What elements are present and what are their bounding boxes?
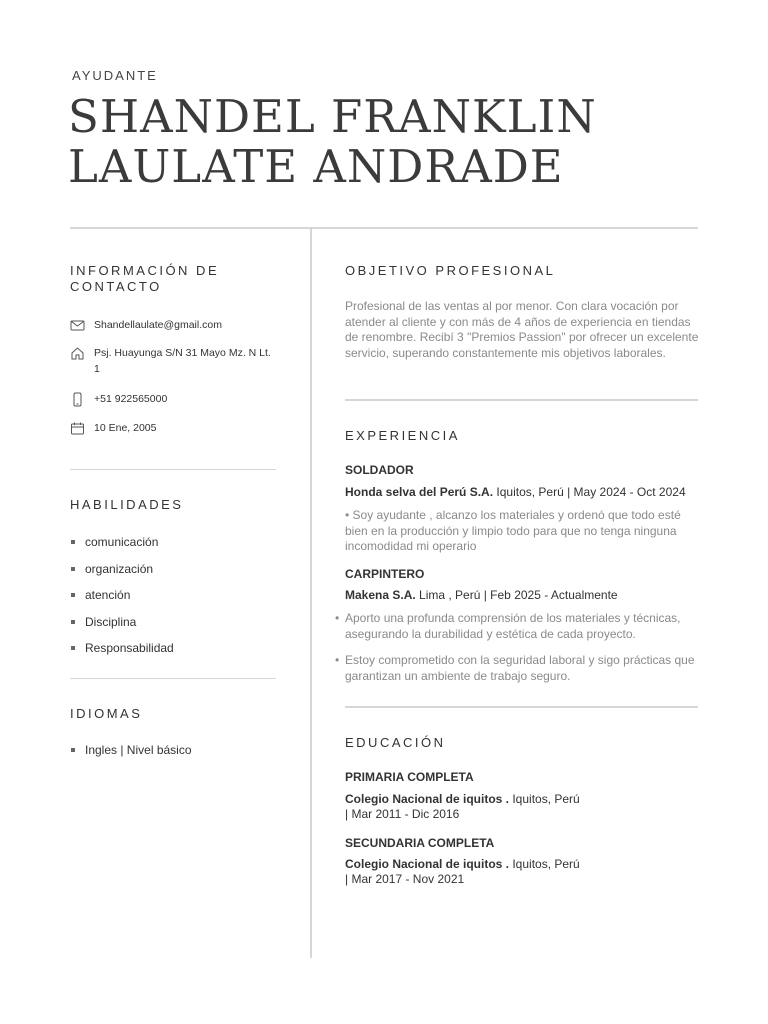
education-location: Iquitos, Perú: [509, 792, 580, 806]
education-degree: PRIMARIA COMPLETA: [345, 770, 474, 784]
list-item: atención: [70, 587, 174, 614]
education-section-title: EDUCACIÓN: [345, 735, 446, 750]
education-detail: [345, 857, 645, 887]
name-line-1: SHANDEL FRANKLIN: [68, 90, 597, 143]
education-location: Iquitos, Perú: [509, 857, 580, 871]
bullet-square: [71, 567, 75, 571]
mail-icon: [70, 318, 85, 333]
objective-text: Profesional de las ventas al por menor. Con clara vocación por atender al cliente y con más de 4 años de experiencia en tiendas de renombre. Recibí 3 "Premios Passion" por ofrecer un excelente servicio, superando constantemente mis objetivos laborales.: [345, 299, 699, 360]
bullet-square: [71, 593, 75, 597]
bullet-square: [71, 646, 75, 650]
email-text: Shandellaulate@gmail.com: [94, 319, 222, 331]
education-dates: | Mar 2017 - Nov 2021: [345, 872, 465, 886]
objective-section-title: OBJETIVO PROFESIONAL: [345, 263, 556, 278]
job-company-line: [345, 588, 618, 602]
bullet-square: [71, 620, 75, 624]
phone-text: +51 922565000: [94, 393, 168, 405]
job-bullet: [335, 653, 705, 683]
bullet-dot: •: [335, 611, 340, 625]
job-company-line: [345, 485, 686, 499]
job-bullet-text: Aporto una profunda comprensión de los materiales y técnicas, asegurando la durabilidad y estética de cada proyecto.: [345, 611, 681, 641]
objective-divider: [345, 399, 698, 401]
job-company: Honda selva del Perú S.A.: [345, 485, 494, 499]
experience-divider: [345, 706, 698, 708]
education-dates: | Mar 2011 - Dic 2016: [345, 807, 460, 821]
bullet-square: [71, 540, 75, 544]
address-text: Psj. Huayunga S/N 31 Mayo Mz. N Lt. 1: [94, 347, 271, 375]
calendar-icon: [70, 421, 85, 436]
job-role: AYUDANTE: [72, 68, 158, 83]
job-details: Iquitos, Perú | May 2024 - Oct 2024: [493, 485, 686, 499]
contact-birthdate: [70, 420, 274, 436]
job-details: Lima , Perú | Feb 2025 - Actualmente: [415, 588, 618, 602]
contact-divider: [70, 469, 276, 470]
contact-section-title: INFORMACIÓN DE CONTACTO: [70, 263, 220, 294]
list-item: comunicación: [70, 534, 174, 561]
column-divider: [310, 229, 312, 958]
education-school: Colegio Nacional de iquitos .: [345, 857, 510, 871]
home-icon: [70, 346, 85, 361]
experience-section-title: EXPERIENCIA: [345, 428, 460, 443]
skills-list: [70, 534, 174, 667]
birthdate-text: 10 Ene, 2005: [94, 422, 157, 434]
name-line-2: LAULATE ANDRADE: [68, 140, 564, 193]
full-name: [68, 92, 597, 192]
list-item: Disciplina: [70, 614, 174, 641]
bullet-dot: •: [335, 653, 340, 667]
contact-phone: [70, 391, 274, 407]
skills-section-title: HABILIDADES: [70, 497, 184, 512]
job-description: • Soy ayudante , alcanzo los materiales y ordenó que todo esté bien en la producción y limpio todo para que no tenga ninguna incomodidad mi operario: [345, 508, 681, 553]
contact-address: [70, 345, 274, 377]
education-degree: SECUNDARIA COMPLETA: [345, 836, 495, 850]
job-position: CARPINTERO: [345, 567, 425, 581]
job-company: Makena S.A.: [345, 588, 416, 602]
contact-email: [70, 317, 274, 333]
education-school: Colegio Nacional de iquitos .: [345, 792, 510, 806]
job-position: SOLDADOR: [345, 463, 414, 477]
bullet-square: [71, 748, 75, 752]
languages-list: [70, 742, 192, 769]
job-bullet-text: Estoy comprometido con la seguridad laboral y sigo prácticas que garantizan un ambiente de trabajo seguro.: [345, 653, 695, 683]
list-item: organización: [70, 561, 174, 588]
skills-divider: [70, 678, 276, 679]
education-detail: [345, 792, 645, 822]
phone-icon: [70, 392, 85, 407]
header-divider: [70, 227, 698, 229]
job-bullet: [335, 611, 705, 641]
list-item: Responsabilidad: [70, 640, 174, 667]
list-item: Ingles | Nivel básico: [70, 742, 192, 769]
languages-section-title: IDIOMAS: [70, 706, 143, 721]
